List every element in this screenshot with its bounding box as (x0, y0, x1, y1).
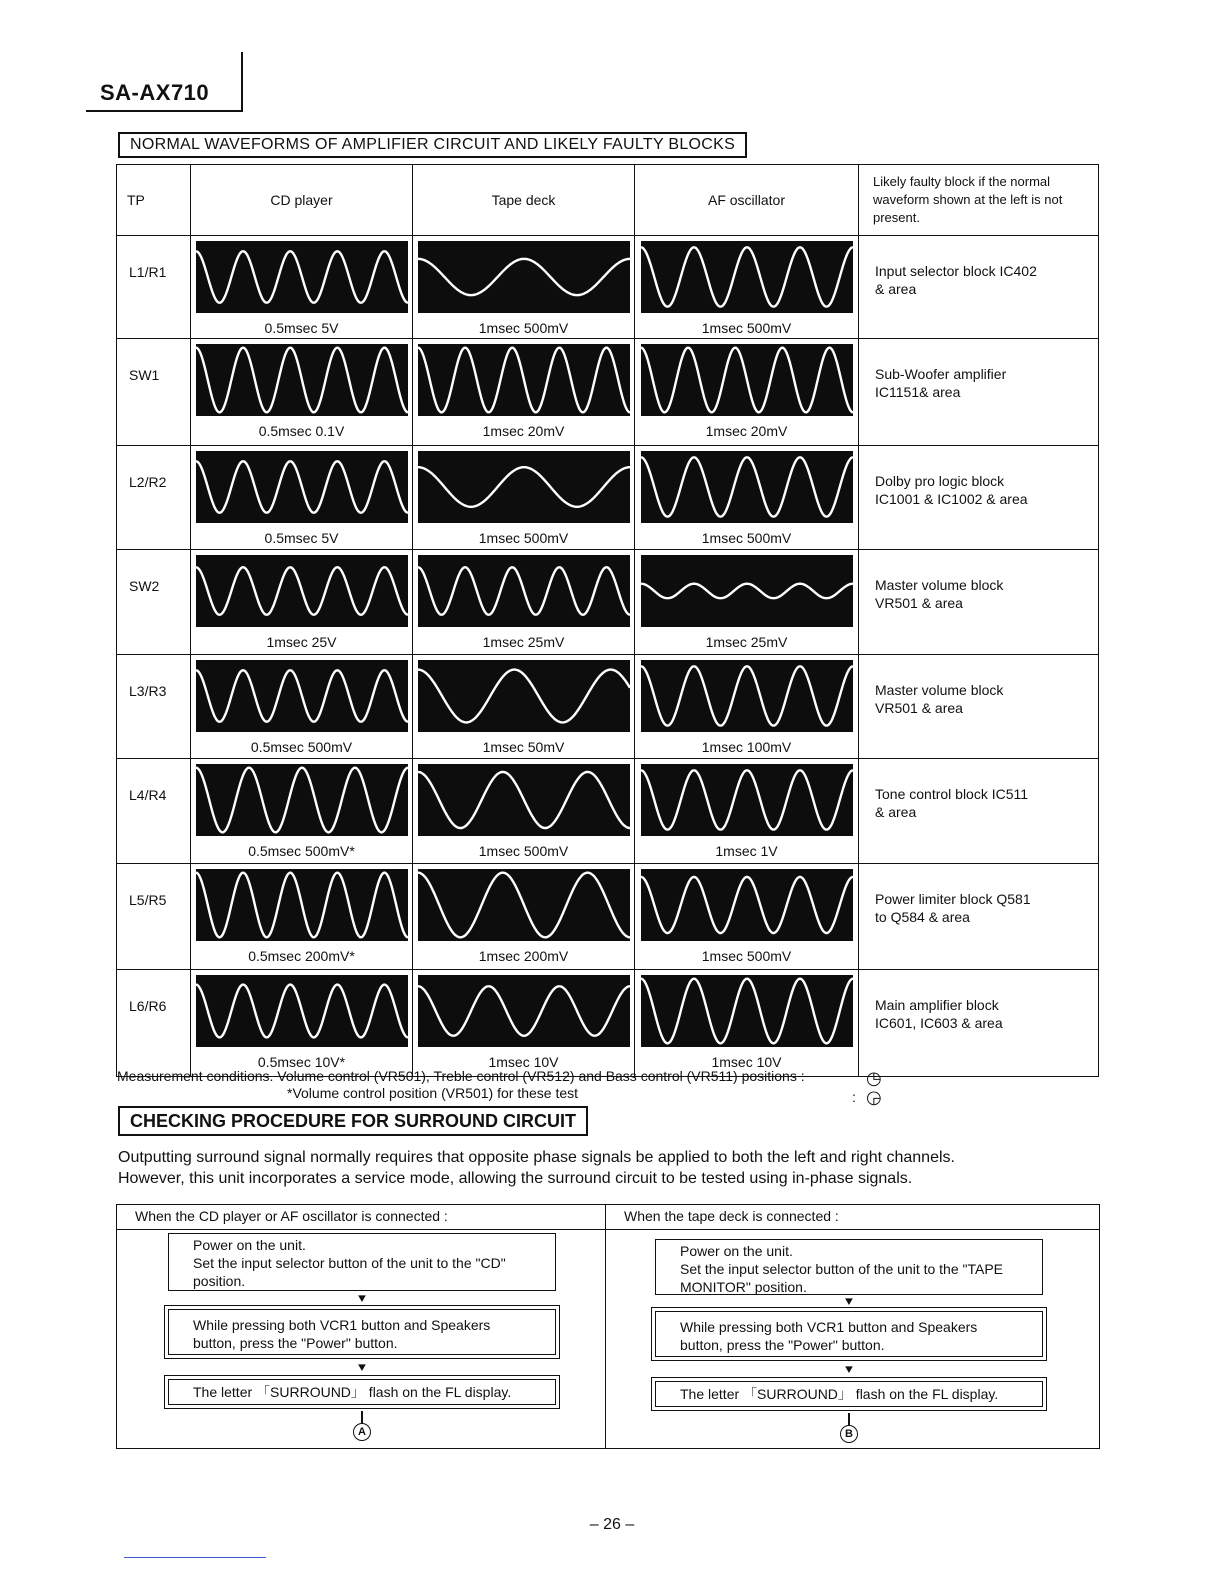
faulty-block-line: Sub-Woofer amplifier (875, 366, 1007, 382)
faulty-block-cell (859, 759, 1099, 864)
scope-setting-label: 1msec 500mV (478, 320, 569, 336)
waveform-trace (196, 348, 408, 413)
procedure-cd-header: When the CD player or AF oscillator is connected : (117, 1205, 605, 1230)
faulty-block-line: & area (875, 804, 917, 820)
waveform-trace (641, 247, 853, 306)
knob-position-icon: ◷ (866, 1068, 882, 1088)
cd-waveform-cell (191, 446, 413, 550)
faulty-block-line: IC1001 & IC1002 & area (875, 491, 1028, 507)
waveform-trace (641, 348, 853, 413)
scope-setting-label: 1msec 25mV (705, 634, 788, 650)
tape-waveform-cell (413, 550, 635, 655)
oscilloscope-waveform (196, 241, 408, 313)
faulty-block-line: VR501 & area (875, 700, 963, 716)
af-waveform-cell (635, 446, 859, 550)
faulty-block-line: Master volume block (875, 682, 1004, 698)
scope-setting-label: 1msec 500mV (478, 530, 569, 546)
waveform-trace (418, 348, 630, 413)
faulty-block-line: IC1151& area (875, 384, 961, 400)
cd-waveform-cell (191, 339, 413, 446)
cd-step-surround-flash (168, 1379, 556, 1405)
tape-step3-text: The letter 「SURROUND」 flash on the FL display. (680, 1386, 999, 1402)
procedure-table (116, 1204, 1100, 1449)
cd-step2-line2: button, press the "Power" button. (193, 1335, 398, 1351)
scope-setting-label: 0.5msec 5V (264, 530, 339, 546)
waveform-table-header (117, 165, 1099, 236)
surround-section-title: CHECKING PROCEDURE FOR SURROUND CIRCUIT (118, 1106, 588, 1136)
af-waveform-cell (635, 970, 859, 1077)
page-number: – 26 – (589, 1516, 635, 1533)
waveform-section-title: NORMAL WAVEFORMS OF AMPLIFIER CIRCUIT AND LIKELY FAULTY BLOCKS (118, 132, 747, 158)
af-waveform-cell (635, 655, 859, 759)
af-waveform-cell (635, 759, 859, 864)
faulty-block-cell (859, 236, 1099, 339)
scope-setting-label: 1msec 500mV (701, 948, 792, 964)
oscilloscope-waveform (196, 660, 408, 732)
af-column-header: AF oscillator (635, 165, 859, 236)
cd-waveform-cell (191, 236, 413, 339)
scope-setting-label: 1msec 10V (488, 1054, 559, 1070)
scope-setting-label: 1msec 500mV (701, 530, 792, 546)
waveform-trace (641, 666, 853, 725)
oscilloscope-waveform (641, 975, 853, 1047)
waveform-trace (418, 259, 630, 295)
faulty-block-line: Power limiter block Q581 (875, 891, 1031, 907)
tape-waveform-cell (413, 446, 635, 550)
faulty-block-line: Tone control block IC511 (875, 786, 1029, 802)
scope-setting-label: 0.5msec 5V (264, 320, 339, 336)
oscilloscope-waveform (418, 344, 630, 416)
tape-step-vcr1-power (655, 1311, 1043, 1357)
arrow-down-icon: ⯆ (843, 1362, 855, 1378)
waveform-row (117, 446, 1099, 550)
oscilloscope-waveform (418, 555, 630, 627)
footer-line (124, 1557, 266, 1558)
tape-step1-line3: MONITOR" position. (680, 1279, 807, 1295)
af-waveform-cell (635, 550, 859, 655)
waveform-trace (641, 584, 853, 599)
waveform-trace (418, 670, 630, 723)
waveform-trace (641, 770, 853, 829)
test-point-label: SW1 (117, 339, 191, 446)
surround-intro (118, 1147, 1118, 1189)
waveform-table (116, 164, 1099, 1077)
scope-setting-label: 1msec 50mV (482, 739, 565, 755)
oscilloscope-waveform (418, 764, 630, 836)
tape-step-power-on (655, 1239, 1043, 1295)
model-name: SA-AX710 (100, 80, 210, 105)
waveform-row (117, 864, 1099, 970)
cd-column-header: CD player (191, 165, 413, 236)
faulty-block-cell (859, 655, 1099, 759)
oscilloscope-waveform (418, 660, 630, 732)
tp-column-header: TP (117, 165, 191, 236)
faulty-block-line: IC601, IC603 & area (875, 1015, 1003, 1031)
waveform-row (117, 655, 1099, 759)
cd-step3-text: The letter 「SURROUND」 flash on the FL display. (193, 1384, 512, 1400)
waveform-trace (196, 670, 408, 721)
arrow-down-icon: ⯆ (356, 1291, 368, 1307)
tape-waveform-cell (413, 339, 635, 446)
faulty-block-cell (859, 550, 1099, 655)
waveform-trace (196, 873, 408, 938)
scope-setting-label: 0.5msec 0.1V (258, 423, 345, 439)
faulty-block-line: Dolby pro logic block (875, 473, 1005, 489)
intro-line-1: Outputting surround signal normally requires that opposite phase signals be applied to both the left and right channels. (118, 1149, 955, 1166)
tape-step2-line2: button, press the "Power" button. (680, 1337, 885, 1353)
cd-waveform-cell (191, 864, 413, 970)
waveform-trace (418, 873, 630, 938)
procedure-tape (606, 1205, 1099, 1448)
scope-setting-label: 1msec 20mV (705, 423, 788, 439)
scope-setting-label: 0.5msec 200mV* (248, 948, 355, 964)
measurement-colon: : (852, 1089, 856, 1105)
oscilloscope-waveform (196, 869, 408, 941)
test-point-label: L1/R1 (117, 236, 191, 339)
arrow-down-icon: ⯆ (843, 1294, 855, 1310)
tape-step2-line1: While pressing both VCR1 button and Speakers (680, 1319, 978, 1335)
oscilloscope-waveform (196, 555, 408, 627)
cd-step-power-on (168, 1233, 556, 1291)
test-point-label: L6/R6 (117, 970, 191, 1077)
waveform-trace (641, 877, 853, 933)
faulty-column-header: Likely faulty block if the normal waveform shown at the left is not present. (859, 165, 1099, 236)
oscilloscope-waveform (641, 555, 853, 627)
waveform-row (117, 550, 1099, 655)
cd-step2-line1: While pressing both VCR1 button and Speakers (193, 1317, 491, 1333)
page-header (86, 52, 246, 112)
procedure-cd (117, 1205, 606, 1448)
oscilloscope-waveform (418, 869, 630, 941)
faulty-block-line: to Q584 & area (875, 909, 970, 925)
measurement-line-2: *Volume control position (VR501) for these test (287, 1085, 579, 1101)
tape-waveform-cell (413, 970, 635, 1077)
scope-setting-label: 1msec 100mV (701, 739, 792, 755)
header-underline (86, 110, 243, 112)
connector-b-icon: B (840, 1425, 858, 1443)
tape-waveform-cell (413, 236, 635, 339)
oscilloscope-waveform (641, 764, 853, 836)
tape-waveform-cell (413, 864, 635, 970)
waveform-row (117, 236, 1099, 339)
tape-step1-line1: Power on the unit. (680, 1243, 793, 1259)
test-point-label: SW2 (117, 550, 191, 655)
waveform-trace (418, 772, 630, 828)
cd-step1-line3: position. (193, 1273, 246, 1289)
connector-line (361, 1411, 363, 1423)
waveform-trace (641, 457, 853, 516)
faulty-block-cell (859, 970, 1099, 1077)
waveform-row (117, 970, 1099, 1077)
waveform-trace (196, 985, 408, 1038)
faulty-block-line: Input selector block IC402 (875, 263, 1037, 279)
oscilloscope-waveform (641, 869, 853, 941)
cd-waveform-cell (191, 655, 413, 759)
faulty-block-line: & area (875, 281, 917, 297)
cd-step-vcr1-power (168, 1309, 556, 1355)
connector-line (848, 1413, 850, 1425)
waveform-trace (418, 567, 630, 615)
knob-position-icon-2: ◶ (866, 1087, 882, 1107)
connector-a-icon: A (353, 1423, 371, 1441)
oscilloscope-waveform (641, 344, 853, 416)
tape-step1-line2: Set the input selector button of the unit to the "TAPE (680, 1261, 1004, 1277)
waveform-trace (196, 768, 408, 833)
scope-setting-label: 0.5msec 500mV* (248, 843, 355, 859)
oscilloscope-waveform (418, 451, 630, 523)
tape-step-surround-flash (655, 1381, 1043, 1407)
scope-setting-label: 1msec 10V (711, 1054, 782, 1070)
faulty-block-line: Master volume block (875, 577, 1004, 593)
oscilloscope-waveform (641, 660, 853, 732)
af-waveform-cell (635, 339, 859, 446)
measurement-line-1: Measurement conditions. Volume control (VR501), Treble control (VR512) and Bass control (VR511) positions : (117, 1068, 805, 1084)
waveform-trace (641, 979, 853, 1044)
oscilloscope-waveform (196, 975, 408, 1047)
tape-column-header: Tape deck (413, 165, 635, 236)
procedure-tape-header: When the tape deck is connected : (606, 1205, 1099, 1230)
cd-waveform-cell (191, 759, 413, 864)
faulty-block-cell (859, 339, 1099, 446)
tape-waveform-cell (413, 759, 635, 864)
faulty-block-line: Main amplifier block (875, 997, 999, 1013)
faulty-block-cell (859, 446, 1099, 550)
cd-waveform-cell (191, 970, 413, 1077)
oscilloscope-waveform (418, 975, 630, 1047)
faulty-block-cell (859, 864, 1099, 970)
waveform-trace (418, 986, 630, 1036)
waveform-trace (196, 461, 408, 512)
af-waveform-cell (635, 864, 859, 970)
faulty-block-line: VR501 & area (875, 595, 963, 611)
scope-setting-label: 1msec 25mV (482, 634, 565, 650)
waveform-row (117, 339, 1099, 446)
test-point-label: L2/R2 (117, 446, 191, 550)
af-waveform-cell (635, 236, 859, 339)
waveform-trace (196, 567, 408, 615)
scope-setting-label: 1msec 1V (715, 843, 778, 859)
scope-setting-label: 0.5msec 10V* (257, 1054, 346, 1070)
waveform-row (117, 759, 1099, 864)
test-point-label: L4/R4 (117, 759, 191, 864)
oscilloscope-waveform (641, 241, 853, 313)
cd-step1-line1: Power on the unit. (193, 1237, 306, 1253)
oscilloscope-waveform (418, 241, 630, 313)
measurement-conditions (117, 1068, 1017, 1102)
oscilloscope-waveform (641, 451, 853, 523)
scope-setting-label: 1msec 25V (266, 634, 337, 650)
test-point-label: L3/R3 (117, 655, 191, 759)
intro-line-2: However, this unit incorporates a service mode, allowing the surround circuit to be tested using in-phase signals. (118, 1170, 913, 1187)
scope-setting-label: 1msec 200mV (478, 948, 569, 964)
cd-step1-line2: Set the input selector button of the unit to the "CD" (193, 1255, 506, 1271)
scope-setting-label: 1msec 20mV (482, 423, 565, 439)
oscilloscope-waveform (196, 764, 408, 836)
waveform-trace (196, 251, 408, 302)
waveform-trace (418, 467, 630, 507)
scope-setting-label: 0.5msec 500mV (250, 739, 353, 755)
arrow-down-icon: ⯆ (356, 1360, 368, 1376)
header-divider (241, 52, 243, 110)
oscilloscope-waveform (196, 344, 408, 416)
cd-waveform-cell (191, 550, 413, 655)
tape-waveform-cell (413, 655, 635, 759)
scope-setting-label: 1msec 500mV (701, 320, 792, 336)
scope-setting-label: 1msec 500mV (478, 843, 569, 859)
test-point-label: L5/R5 (117, 864, 191, 970)
oscilloscope-waveform (196, 451, 408, 523)
